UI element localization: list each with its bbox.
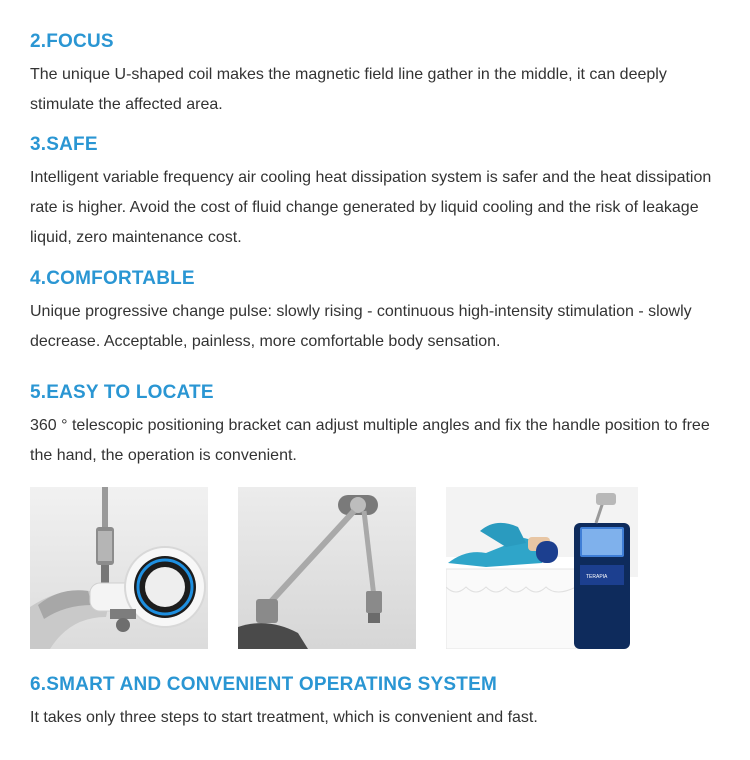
section-easy-to-locate-text: 360 ° telescopic positioning bracket can adjust multiple angles and fix the handle position to free the hand, the operation is convenient. xyxy=(30,417,710,464)
section-focus-text: The unique U-shaped coil makes the magnetic field line gather in the middle, it can deeply stimulate the affected area. xyxy=(30,66,667,113)
device-brand-label: TERAPIA xyxy=(586,574,608,580)
section-focus-title: 2.FOCUS xyxy=(30,31,114,52)
section-safe-text: Intelligent variable frequency air cooling heat dissipation system is safer and the heat dissipation rate is higher. Avoid the cost of fluid change generated by liquid cooling and the risk of leakage liquid, zero maintenance cost. xyxy=(30,169,712,246)
treatment-scene-icon xyxy=(446,487,638,649)
section-operating-system-text: It takes only three steps to start treatment, which is convenient and fast. xyxy=(30,709,538,726)
coil-applicator-image xyxy=(30,487,208,649)
section-safe xyxy=(30,133,735,253)
section-easy-to-locate xyxy=(30,381,735,471)
section-comfortable xyxy=(30,267,735,357)
section-safe-title: 3.SAFE xyxy=(30,134,98,155)
positioning-bracket-image xyxy=(238,487,416,649)
treatment-scene-image xyxy=(446,487,638,649)
section-easy-to-locate-title: 5.EASY TO LOCATE xyxy=(30,382,214,403)
section-operating-system-title: 6.SMART AND CONVENIENT OPERATING SYSTEM xyxy=(30,674,498,695)
coil-applicator-icon xyxy=(30,487,208,649)
positioning-bracket-icon xyxy=(238,487,416,649)
section-operating-system xyxy=(30,673,735,733)
section-comfortable-text: Unique progressive change pulse: slowly rising - continuous high-intensity stimulation - slowly decrease. Acceptable, painless, more comfortable body sensation. xyxy=(30,303,692,350)
section-comfortable-title: 4.COMFORTABLE xyxy=(30,268,195,289)
section-focus xyxy=(30,30,735,120)
